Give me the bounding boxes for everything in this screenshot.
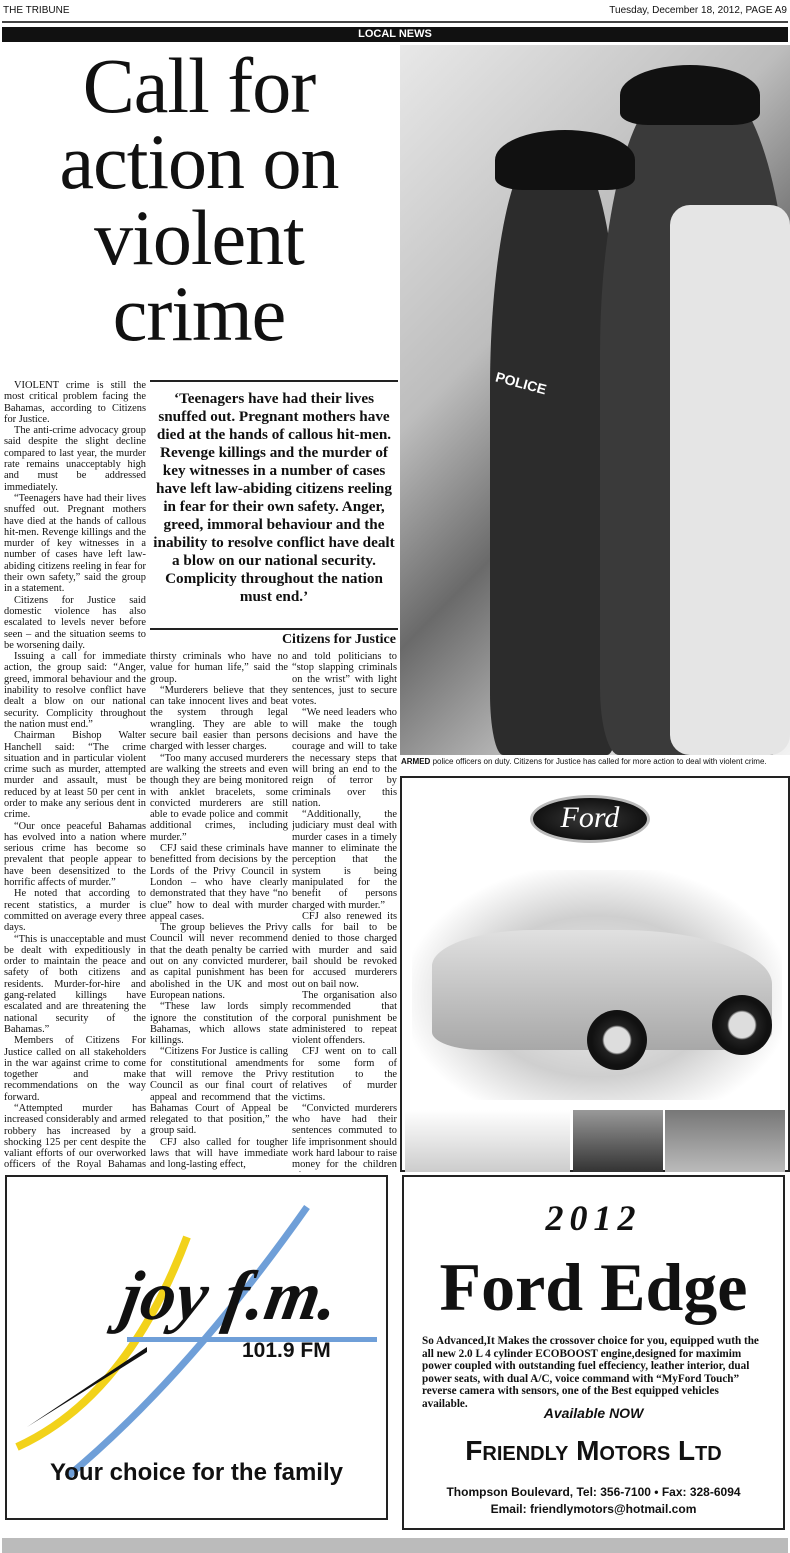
radio-ad	[5, 1175, 388, 1520]
article-column-3	[292, 651, 397, 1172]
radio-frequency: 101.9 FM	[242, 1339, 331, 1362]
paragraph: “Murderers believe that they can take innocent lives and beat the system through legal wrangling. They are able to secure bail easier than persons charged with lesser charges.	[150, 684, 288, 753]
paragraph: and told politicians to “stop slapping criminals on the wrist” with light sentences, just to secure votes.	[292, 651, 397, 708]
paragraph: “Our once peaceful Bahamas has evolved into a nation where serious crime has become so prevalent that people appear to have been desensitized to the horrific affects of murder.”	[4, 820, 146, 889]
headline: Call for action on violent crime	[59, 42, 339, 357]
caption-text: police officers on duty. Citizens for Justice has called for more action to deal with violent crime.	[430, 757, 767, 766]
radio-logo: joy f.m.	[115, 1258, 345, 1335]
model-year: 2012	[545, 1198, 642, 1238]
availability: Available NOW	[543, 1405, 644, 1421]
divider	[2, 21, 788, 23]
paragraph: “Citizens For Justice is calling for constitutional amendments that will remove the Privy Council as our final court of appeal and recommend that the Bahamas Court of Appeal be relegated to that position,” the group said.	[150, 1046, 288, 1137]
paragraph: VIOLENT crime is still the most critical problem facing the Bahamas, according to Citizens for Justice.	[4, 380, 146, 425]
paragraph: “Additionally, the judiciary must deal with murder cases in a timely manner to eliminate the perception that the system is being manipulated for the benefit of persons charged with murder.”	[292, 809, 397, 911]
paragraph: The organisation also recommended that corporal punishment be administered to repeat violent offenders.	[292, 989, 397, 1047]
paragraph: thirsty criminals who have no value for human life,” said the group.	[150, 651, 288, 685]
paragraph: CFJ also renewed its calls for bail to be denied to those charged with murder and said bail should be revoked for accused murderers out on bail now.	[292, 910, 397, 990]
paragraph: “We need leaders who will make the tough decisions and have the courage and will to take the necessary steps that will bring an end to the reign of terror by criminals over this nation.	[292, 707, 397, 809]
section-banner: LOCAL NEWS	[2, 27, 788, 42]
paragraph: The anti-crime advocacy group said despite the slight decline compared to last year, the murder rate remains unacceptably high and must be addressed immediately.	[4, 425, 146, 493]
article-column-1	[4, 380, 146, 1172]
paragraph: CFJ also called for tougher laws that will have immediate and long-lasting effect,	[150, 1136, 288, 1171]
paragraph: He noted that according to recent statistics, a murder is committed on average every three days.	[4, 888, 146, 934]
dealer-name: Friendly Motors Ltd	[465, 1435, 722, 1466]
ad-body: So Advanced,It Makes the crossover choice for you, equipped wuth the all new 2.0 L 4 cylinder ECOBOOST engine,designed for maximim power coupled with outstanding fuel effeciency, leather interior, dual power seats, with dual A/C, voice command with “MyFord Touch” reverse camera with sensors, one of the Best equipped vehicles available.	[422, 1335, 759, 1410]
paragraph: Members of Citizens For Justice called on all stakeholders in the war against crime to come together and make recommendations on the way forward.	[4, 1035, 146, 1103]
photo-caption	[401, 757, 788, 766]
caption-lead: ARMED	[401, 757, 431, 766]
paragraph: CFJ said these criminals have benefitted from decisions by the Lords of the Privy Council in London – who have clearly demonstrated that they have “no clue” how to deal with murder appeal cases.	[150, 843, 288, 922]
paragraph: “These law lords simply ignore the constitution of the Bahamas, which allows state killings.	[150, 1001, 288, 1047]
pull-quote: ‘Teenagers have had their lives snuffed out. Pregnant mothers have died at the hands of callous hit-men. Revenge killings and the murder of key witnesses in a number of cases have left law-abiding citizens reeling in fear for their own safety. Anger, greed, immoral behaviour and the inability to resolve conflict have dealt a blow on our national security. Complicity throughout the nation must end.’	[150, 380, 398, 606]
paragraph: CFJ went on to call for some form of restitution to the relatives of murder victims.	[292, 1046, 397, 1103]
interior-thumbnail	[573, 1110, 663, 1172]
date-page: Tuesday, December 18, 2012, PAGE A9	[609, 5, 787, 16]
model-name: Ford Edge	[439, 1249, 748, 1325]
footer-bar	[2, 1538, 788, 1553]
paragraph: The group believes the Privy Council will never recommend that the death penalty be carried out on any convicted murderer, as capital punishment has been abolished in the UK and most European nations.	[150, 922, 288, 1001]
car-image	[412, 870, 782, 1100]
pull-quote-attribution: Citizens for Justice	[281, 632, 396, 647]
paragraph: “Too many accused murderers are walking the streets and even though they are being monitored with anklet bracelets, some convicted murderers are still able to evade police and commit additional crimes, including murder.”	[150, 752, 288, 843]
paragraph: Issuing a call for immediate action, the group said: “Anger, greed, immoral behaviour and the inability to resolve conflict have dealt a blow on our national security. Complicity throughout the nation must end.”	[4, 651, 146, 730]
article-column-2	[150, 651, 288, 1172]
paper-name: THE TRIBUNE	[3, 5, 70, 16]
divider	[150, 628, 398, 630]
paragraph: Chairman Bishop Walter Hanchell said: “The crime situation and in particular violent crime such as murder, attempted murder and assault, must be reduced by at least 50 per cent in order to make any serious dent in crime.	[4, 730, 146, 821]
paragraph: “This is unacceptable and must be dealt with expeditiously in order to maintain the peace and safety of both citizens and residents. Murder-for-hire and gang-related killings have escalated and are threatening the national security of the Bahamas.”	[4, 933, 146, 1035]
paragraph: “Convicted murderers who have had their sentences commuted to life imprisonment should work hard labour to raise money for the children	[292, 1102, 397, 1171]
seats-thumbnail	[665, 1110, 785, 1172]
paragraph: “Attempted murder has increased considerably and armed robbery has increased by a shocking 125 per cent despite the valiant efforts of our overworked officers of the Royal Bahamas	[4, 1103, 146, 1171]
radio-slogan: Your choice for the family	[50, 1459, 343, 1486]
dealer-email: Email: friendlymotors@hotmail.com	[490, 1502, 697, 1516]
police-badge-text: POLICE	[493, 368, 549, 398]
ford-logo: Ford	[530, 795, 650, 843]
police-photo	[400, 45, 790, 755]
dealer-ad	[402, 1175, 785, 1530]
car-side-thumbnail	[405, 1110, 570, 1172]
paragraph: Citizens for Justice said domestic violence has also escalated to levels never before seen – and the situation seems to be worsening daily.	[4, 594, 146, 651]
paragraph: “Teenagers have had their lives snuffed out. Pregnant mothers have died at the hands of callous hit-men. Revenge killings and the murder of key witnesses in a number of cases have left law-abiding citizens reeling in fear for their own safety,” said the group in a statement.	[4, 492, 146, 595]
dealer-address: Thompson Boulevard, Tel: 356-7100 • Fax: 328-6094	[446, 1485, 741, 1499]
